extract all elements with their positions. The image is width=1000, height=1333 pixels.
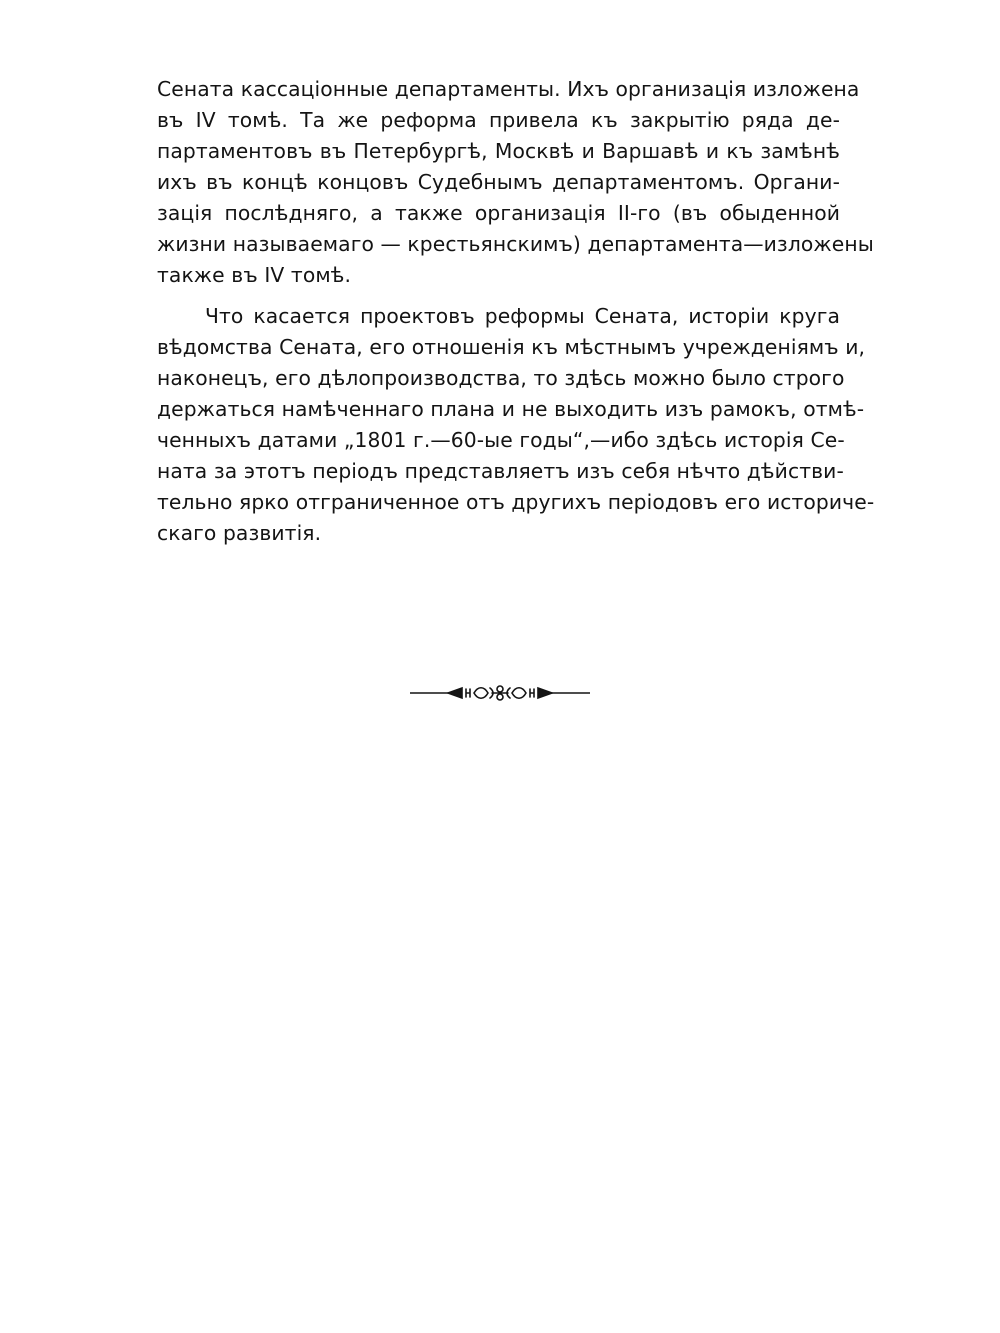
paragraph-1-line-4: ихъ въ концѣ концовъ Судебнымъ департаментомъ. Органи- <box>157 170 840 194</box>
paragraph-spacer <box>157 291 840 301</box>
paragraph-1-line-5: зація послѣдняго, а также организація II-го (въ обыденной <box>157 201 840 225</box>
paragraph-1-line-1: Сената кассаціонные департаменты. Ихъ организація изложена <box>157 77 860 101</box>
paragraph-2-line-8: скаго развитія. <box>157 521 322 545</box>
paragraph-1-line-3: партаментовъ въ Петербургѣ, Москвѣ и Варшавѣ и къ замѣнѣ <box>157 139 840 163</box>
page-body <box>157 74 875 549</box>
paragraph-1 <box>157 74 874 291</box>
paragraph-2 <box>157 301 875 549</box>
paragraph-1-line-6: жизни называемаго — крестьянскимъ) департамента—изложены <box>157 232 874 256</box>
paragraph-2-line-2: вѣдомства Сената, его отношенія къ мѣстнымъ учрежденіямъ и, <box>157 335 866 359</box>
ornament-svg <box>410 683 590 703</box>
paragraph-1-line-2: въ IV томѣ. Та же реформа привела къ закрытію ряда де- <box>157 108 840 132</box>
paragraph-2-line-7: тельно ярко отграниченное отъ другихъ періодовъ его историче- <box>157 490 875 514</box>
paragraph-1-line-7: также въ IV томѣ. <box>157 263 352 287</box>
paragraph-2-line-4: держаться намѣченнаго плана и не выходить изъ рамокъ, отмѣ- <box>157 397 865 421</box>
paragraph-2-line-5: ченныхъ датами „1801 г.—60-ые годы“,—ибо здѣсь исторія Се- <box>157 428 845 452</box>
paragraph-2-line-1: Что касается проектовъ реформы Сената, исторіи круга <box>205 304 840 328</box>
paragraph-2-line-3: наконецъ, его дѣлопроизводства, то здѣсь можно было строго <box>157 366 845 390</box>
decorative-divider-icon <box>410 683 590 703</box>
paragraph-2-line-6: ната за этотъ періодъ представляетъ изъ себя нѣчто дѣйстви- <box>157 459 844 483</box>
